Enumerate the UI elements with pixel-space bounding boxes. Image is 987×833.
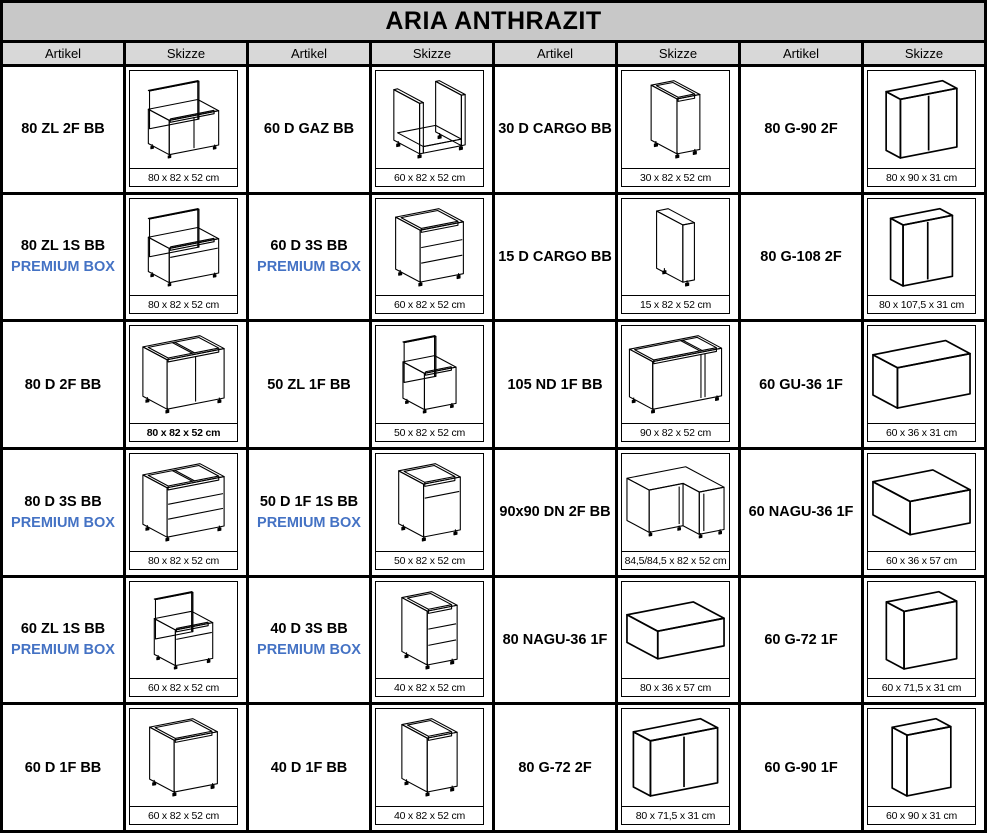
product-code: 80 D 2F BB <box>24 376 102 393</box>
column-header-skizze-5: Skizze <box>618 43 738 64</box>
sketch-frame <box>129 581 238 698</box>
dimension-label: 80 x 82 x 52 cm <box>130 423 237 441</box>
page-title: ARIA ANTHRAZIT <box>3 3 984 40</box>
cabinet-sketch-svg <box>377 710 482 805</box>
cabinet-sketch-svg <box>869 710 974 805</box>
product-code: 40 D 3S BB <box>270 621 348 638</box>
product-code: 80 ZL 1S BB <box>20 238 106 255</box>
artikel-cell <box>3 195 123 320</box>
dimension-label: 30 x 82 x 52 cm <box>622 168 729 186</box>
cabinet-sketch <box>868 326 975 423</box>
product-code: 60 D 3S BB <box>270 238 348 255</box>
premium-box-label: PREMIUM BOX <box>11 642 115 659</box>
skizze-cell <box>126 195 246 320</box>
column-header-artikel-2: Artikel <box>249 43 369 64</box>
dimension-label: 60 x 82 x 52 cm <box>376 168 483 186</box>
product-code: 80 NAGU-36 1F <box>502 631 608 648</box>
premium-box-label: PREMIUM BOX <box>11 259 115 276</box>
skizze-cell <box>618 195 738 320</box>
cabinet-sketch <box>130 199 237 296</box>
skizze-cell <box>126 705 246 830</box>
premium-box-label: PREMIUM BOX <box>11 514 115 531</box>
skizze-cell <box>126 67 246 192</box>
skizze-cell <box>126 322 246 447</box>
dimension-label: 40 x 82 x 52 cm <box>376 678 483 696</box>
dimension-label: 80 x 82 x 52 cm <box>130 551 237 569</box>
skizze-cell <box>864 195 984 320</box>
dimension-label: 60 x 71,5 x 31 cm <box>868 678 975 696</box>
skizze-cell <box>864 705 984 830</box>
sketch-frame <box>375 325 484 442</box>
product-code: 60 GU-36 1F <box>759 376 843 393</box>
artikel-cell <box>741 450 861 575</box>
cabinet-sketch <box>376 71 483 168</box>
skizze-cell <box>618 322 738 447</box>
product-code: 40 D 1F BB <box>270 759 348 776</box>
sketch-frame <box>621 325 730 442</box>
column-header-artikel-0: Artikel <box>3 43 123 64</box>
cabinet-sketch-svg <box>131 583 236 678</box>
cabinet-sketch-svg <box>377 72 482 167</box>
dimension-label: 15 x 82 x 52 cm <box>622 295 729 313</box>
cabinet-sketch <box>376 454 483 551</box>
sketch-frame <box>867 70 976 187</box>
cabinet-sketch <box>622 199 729 296</box>
dimension-label: 50 x 82 x 52 cm <box>376 423 483 441</box>
cabinet-sketch <box>130 454 237 551</box>
artikel-cell <box>741 705 861 830</box>
cabinet-sketch-svg <box>869 72 974 167</box>
skizze-cell <box>864 322 984 447</box>
cabinet-sketch-svg <box>869 583 974 678</box>
dimension-label: 80 x 36 x 57 cm <box>622 678 729 696</box>
artikel-cell <box>495 578 615 703</box>
dimension-label: 90 x 82 x 52 cm <box>622 423 729 441</box>
artikel-cell <box>249 450 369 575</box>
column-header-skizze-1: Skizze <box>126 43 246 64</box>
cabinet-sketch <box>376 199 483 296</box>
cabinet-sketch <box>622 454 729 551</box>
cabinet-sketch-svg <box>623 200 728 295</box>
artikel-cell <box>3 322 123 447</box>
skizze-cell <box>126 578 246 703</box>
cabinet-sketch-svg <box>377 583 482 678</box>
sketch-frame <box>129 453 238 570</box>
product-code: 80 ZL 2F BB <box>21 121 105 138</box>
cabinet-sketch-svg <box>131 200 236 295</box>
sketch-frame <box>375 708 484 825</box>
skizze-cell <box>864 450 984 575</box>
cabinet-sketch-svg <box>377 200 482 295</box>
product-code: 60 G-90 1F <box>764 759 838 776</box>
sketch-frame <box>867 453 976 570</box>
dimension-label: 60 x 82 x 52 cm <box>130 806 237 824</box>
cabinet-sketch <box>130 326 237 423</box>
column-header-artikel-6: Artikel <box>741 43 861 64</box>
sketch-frame <box>375 70 484 187</box>
artikel-cell <box>741 578 861 703</box>
cabinet-sketch <box>130 582 237 679</box>
sketch-frame <box>375 198 484 315</box>
cabinet-sketch <box>622 71 729 168</box>
artikel-cell <box>249 67 369 192</box>
artikel-cell <box>3 450 123 575</box>
skizze-cell <box>618 578 738 703</box>
product-code: 50 D 1F 1S BB <box>259 493 359 510</box>
sketch-frame <box>867 325 976 442</box>
artikel-cell <box>249 195 369 320</box>
skizze-cell <box>864 67 984 192</box>
skizze-cell <box>864 578 984 703</box>
cabinet-sketch-svg <box>623 72 728 167</box>
sketch-frame <box>867 581 976 698</box>
dimension-label: 80 x 82 x 52 cm <box>130 168 237 186</box>
column-header-skizze-7: Skizze <box>864 43 984 64</box>
sketch-frame <box>621 581 730 698</box>
artikel-cell <box>3 705 123 830</box>
cabinet-sketch-svg <box>623 710 728 805</box>
cabinet-sketch <box>622 709 729 806</box>
cabinet-sketch <box>376 582 483 679</box>
skizze-cell <box>372 195 492 320</box>
cabinet-sketch <box>130 71 237 168</box>
cabinet-sketch-svg <box>377 455 482 550</box>
cabinet-sketch-svg <box>623 455 728 550</box>
column-header-artikel-4: Artikel <box>495 43 615 64</box>
sketch-frame <box>621 708 730 825</box>
skizze-cell <box>126 450 246 575</box>
cabinet-sketch-svg <box>869 200 974 295</box>
dimension-label: 40 x 82 x 52 cm <box>376 806 483 824</box>
cabinet-sketch <box>622 326 729 423</box>
artikel-cell <box>495 705 615 830</box>
catalog-grid <box>3 43 984 830</box>
cabinet-sketch <box>868 71 975 168</box>
artikel-cell <box>495 450 615 575</box>
artikel-cell <box>249 578 369 703</box>
artikel-cell <box>741 322 861 447</box>
dimension-label: 80 x 82 x 52 cm <box>130 295 237 313</box>
dimension-label: 60 x 90 x 31 cm <box>868 806 975 824</box>
skizze-cell <box>618 705 738 830</box>
column-header-skizze-3: Skizze <box>372 43 492 64</box>
skizze-cell <box>618 450 738 575</box>
cabinet-sketch <box>868 199 975 296</box>
sketch-frame <box>129 708 238 825</box>
premium-box-label: PREMIUM BOX <box>257 259 361 276</box>
sketch-frame <box>129 198 238 315</box>
product-code: 90x90 DN 2F BB <box>499 504 611 521</box>
artikel-cell <box>249 705 369 830</box>
artikel-cell <box>249 322 369 447</box>
cabinet-sketch-svg <box>623 327 728 422</box>
product-code: 60 D GAZ BB <box>263 121 355 138</box>
skizze-cell <box>372 322 492 447</box>
artikel-cell <box>741 67 861 192</box>
product-code: 60 G-72 1F <box>764 631 838 648</box>
product-code: 15 D CARGO BB <box>498 248 612 265</box>
premium-box-label: PREMIUM BOX <box>257 642 361 659</box>
sketch-frame <box>129 70 238 187</box>
product-code: 60 D 1F BB <box>24 759 102 776</box>
product-code: 60 ZL 1S BB <box>20 621 106 638</box>
artikel-cell <box>741 195 861 320</box>
product-code: 60 NAGU-36 1F <box>748 504 854 521</box>
cabinet-sketch-svg <box>869 455 974 550</box>
dimension-label: 80 x 71,5 x 31 cm <box>622 806 729 824</box>
product-code: 80 G-90 2F <box>764 121 838 138</box>
cabinet-sketch-svg <box>623 583 728 678</box>
product-code: 80 D 3S BB <box>24 493 102 510</box>
product-code: 50 ZL 1F BB <box>267 376 351 393</box>
sketch-frame <box>375 581 484 698</box>
product-code: 105 ND 1F BB <box>507 376 603 393</box>
artikel-cell <box>3 578 123 703</box>
cabinet-sketch <box>868 454 975 551</box>
sketch-frame <box>621 453 730 570</box>
dimension-label: 60 x 82 x 52 cm <box>376 295 483 313</box>
skizze-cell <box>372 450 492 575</box>
sketch-frame <box>129 325 238 442</box>
cabinet-sketch <box>376 709 483 806</box>
sketch-frame <box>867 708 976 825</box>
dimension-label: 84,5/84,5 x 82 x 52 cm <box>622 551 729 569</box>
sketch-frame <box>621 198 730 315</box>
cabinet-sketch <box>376 326 483 423</box>
premium-box-label: PREMIUM BOX <box>257 514 361 531</box>
cabinet-sketch-svg <box>131 710 236 805</box>
cabinet-sketch-svg <box>377 327 482 422</box>
dimension-label: 80 x 107,5 x 31 cm <box>868 295 975 313</box>
cabinet-sketch <box>868 582 975 679</box>
skizze-cell <box>372 705 492 830</box>
dimension-label: 50 x 82 x 52 cm <box>376 551 483 569</box>
cabinet-sketch <box>130 709 237 806</box>
artikel-cell <box>495 67 615 192</box>
dimension-label: 80 x 90 x 31 cm <box>868 168 975 186</box>
artikel-cell <box>495 322 615 447</box>
cabinet-sketch-svg <box>131 72 236 167</box>
dimension-label: 60 x 82 x 52 cm <box>130 678 237 696</box>
sketch-frame <box>867 198 976 315</box>
product-code: 30 D CARGO BB <box>498 121 612 138</box>
artikel-cell <box>495 195 615 320</box>
dimension-label: 60 x 36 x 57 cm <box>868 551 975 569</box>
cabinet-sketch <box>868 709 975 806</box>
dimension-label: 60 x 36 x 31 cm <box>868 423 975 441</box>
cabinet-sketch-svg <box>131 455 236 550</box>
artikel-cell <box>3 67 123 192</box>
skizze-cell <box>372 578 492 703</box>
sketch-frame <box>375 453 484 570</box>
cabinet-sketch <box>622 582 729 679</box>
skizze-cell <box>372 67 492 192</box>
product-code: 80 G-72 2F <box>518 759 592 776</box>
product-code: 80 G-108 2F <box>760 248 842 265</box>
sketch-frame <box>621 70 730 187</box>
cabinet-sketch-svg <box>131 327 236 422</box>
cabinet-sketch-svg <box>869 327 974 422</box>
skizze-cell <box>618 67 738 192</box>
